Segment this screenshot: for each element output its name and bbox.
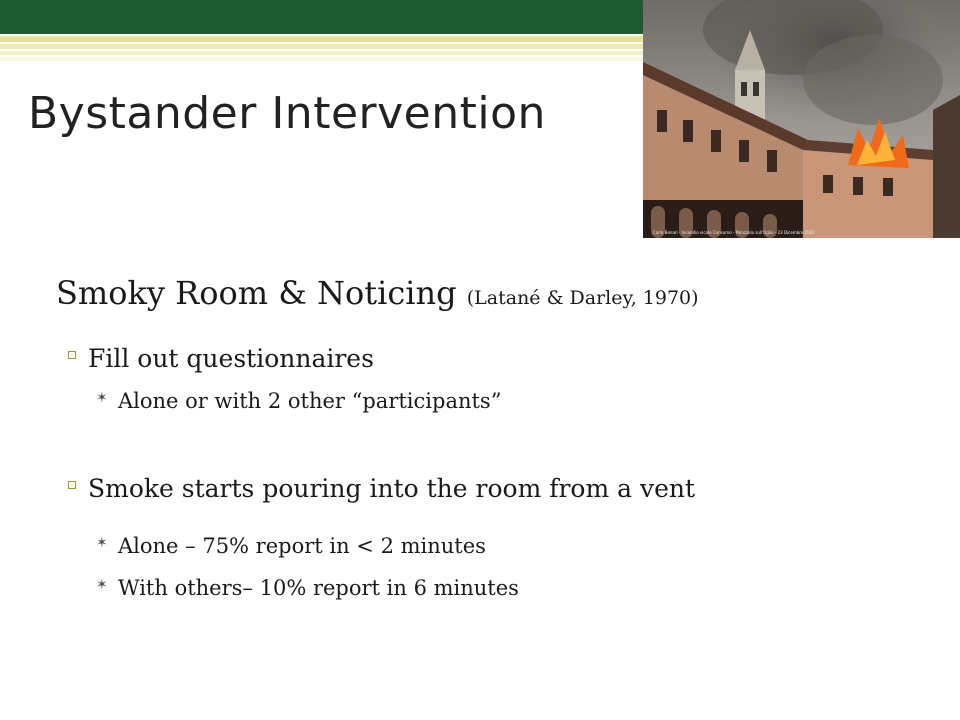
dot-bullet-icon: ✶ [96,535,108,551]
header-band-stripe [0,57,645,61]
sub-bullet-text: Alone or with 2 other “participants” [118,389,502,413]
bullet-level1 [88,474,695,503]
dot-bullet-icon: ✶ [96,577,108,593]
header-band-stripe [0,36,645,42]
bullet-text: Smoke starts pouring into the room from a vent [88,474,696,503]
bullet-level2 [96,534,486,558]
building-fire-photo [643,0,960,238]
slide-body [56,274,920,600]
dot-bullet-icon: ✶ [96,390,108,406]
square-bullet-icon [68,481,76,489]
photo-caption: Carlo Benari - Incendio vicolo Consumo - Palazzolo sull'Oglio - 23 Dicembre 2007 [653,230,815,235]
bullet-level1 [88,344,374,373]
section-heading [56,274,920,312]
header-band-stripe [0,51,645,55]
slide-title: Bystander Intervention [28,88,546,139]
header-band-stripe [0,44,645,49]
bullet-text: Fill out questionnaires [88,344,374,373]
sub-bullet-text: With others– 10% report in 6 minutes [118,576,519,600]
heading-text: Smoky Room & Noticing [56,274,457,312]
header-band-dark [0,0,645,34]
square-bullet-icon [68,351,76,359]
bullet-level2 [96,576,519,600]
bullet-level2 [96,389,502,413]
sub-bullet-text: Alone – 75% report in < 2 minutes [118,534,486,558]
citation: (Latané & Darley, 1970) [466,287,699,309]
